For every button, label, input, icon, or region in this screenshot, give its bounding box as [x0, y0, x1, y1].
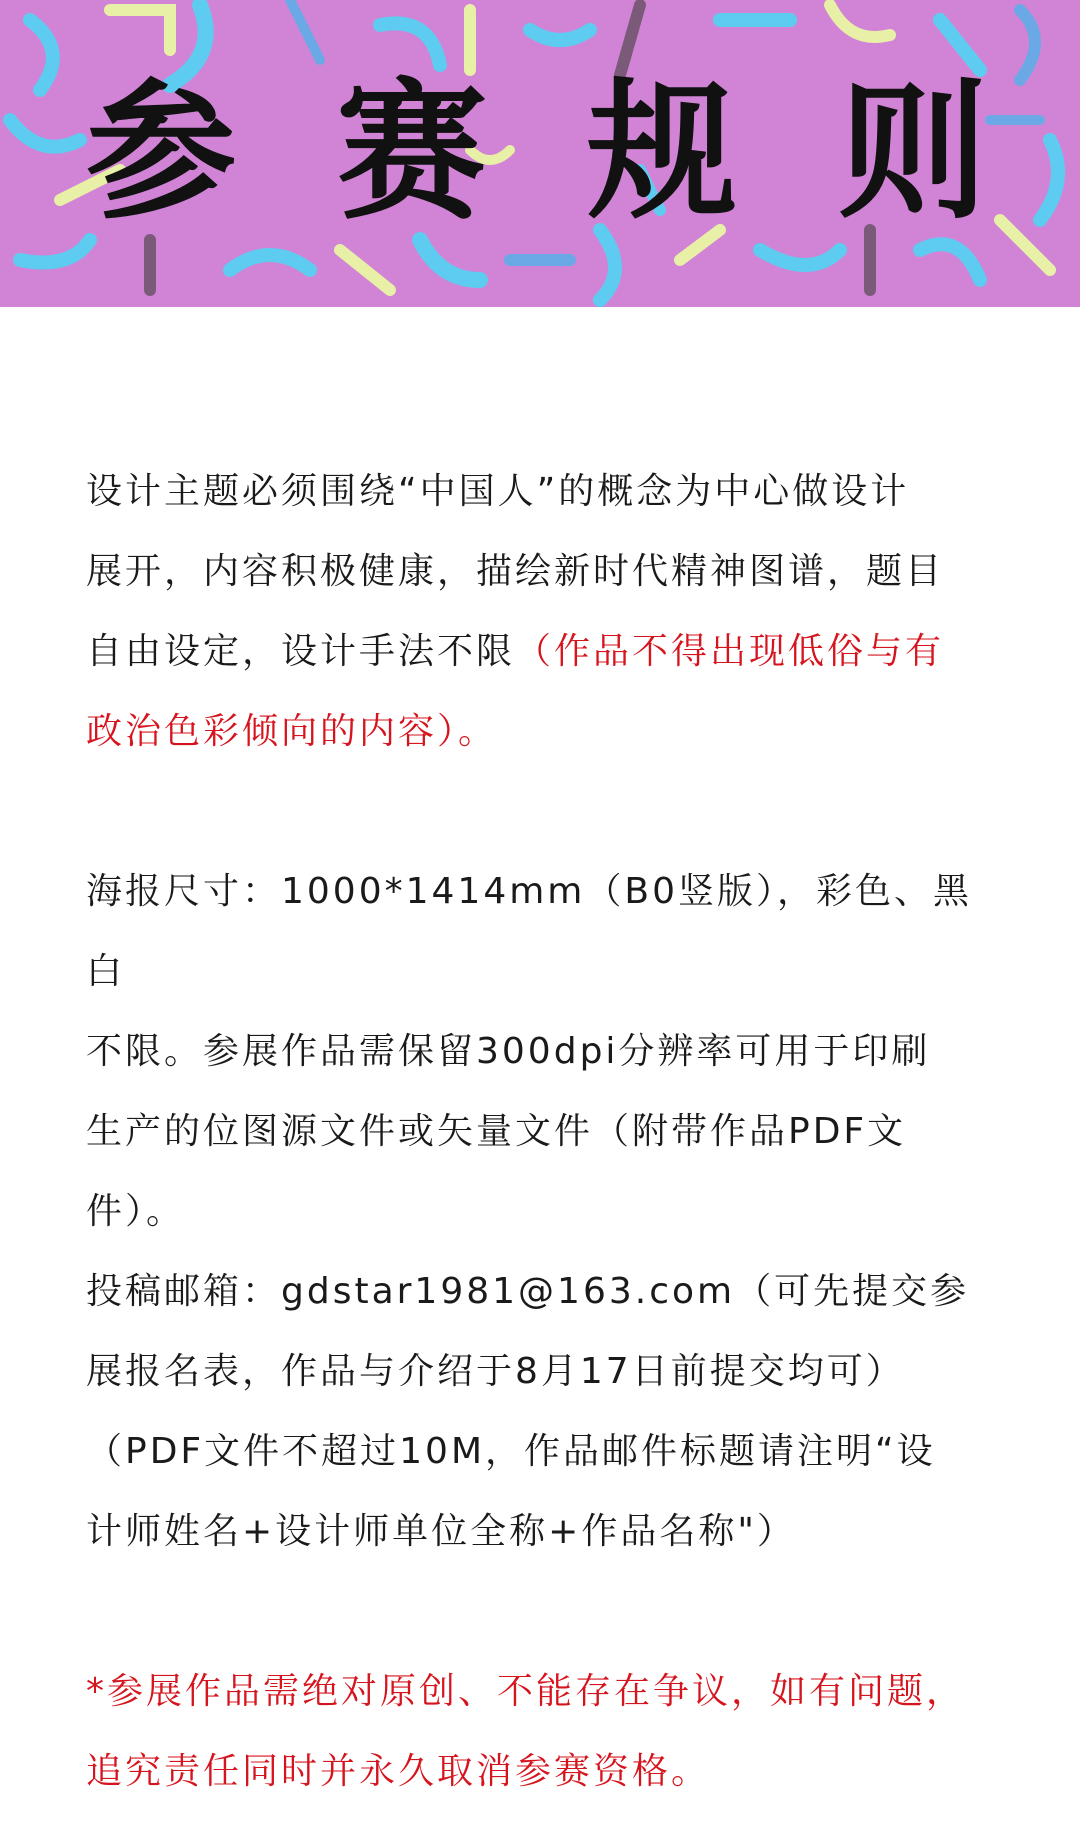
text-line: 件）。: [86, 1191, 186, 1232]
rules-content: [86, 452, 1006, 1812]
text-line: 投稿邮箱：gdstar1981@163.com（可先提交参: [86, 1271, 970, 1312]
text-line: [86, 612, 1006, 692]
text-line: 海报尺寸：1000*1414mm（B0竖版），彩色、黑白: [86, 871, 972, 992]
text-line: 追究责任同时并永久取消参赛资格。: [86, 1751, 711, 1792]
warning-text: 政治色彩倾向的内容）。: [86, 711, 498, 752]
title-char: 赛: [336, 64, 487, 240]
size-paragraph: [86, 852, 1006, 1252]
title-char: 规: [587, 64, 738, 240]
theme-paragraph: [86, 452, 1006, 772]
email-paragraph: [86, 1252, 1006, 1572]
header-banner: [0, 0, 1080, 307]
text-line: 计师姓名+设计师单位全称+作品名称"）: [86, 1511, 796, 1552]
title-char: 则: [837, 64, 988, 240]
text-line: 展开，内容积极健康，描绘新时代精神图谱，题目: [86, 551, 945, 592]
text-line: *参展作品需绝对原创、不能存在争议，如有问题，: [86, 1671, 966, 1712]
text-segment: 自由设定，设计手法不限: [86, 631, 516, 672]
title-char: 参: [86, 64, 237, 240]
text-line: 不限。参展作品需保留300dpi分辨率可用于印刷: [86, 1031, 931, 1072]
notice-paragraph: [86, 1652, 1006, 1812]
warning-text: （作品不得出现低俗与有: [515, 631, 945, 672]
text-line: 设计主题必须围绕“中国人”的概念为中心做设计: [86, 471, 910, 512]
text-line: （PDF文件不超过10M，作品邮件标题请注明“设: [86, 1431, 936, 1472]
text-line: 生产的位图源文件或矢量文件（附带作品PDF文: [86, 1111, 907, 1152]
text-line: 展报名表，作品与介绍于8月17日前提交均可）: [86, 1351, 905, 1392]
page-title: [0, 62, 1080, 242]
